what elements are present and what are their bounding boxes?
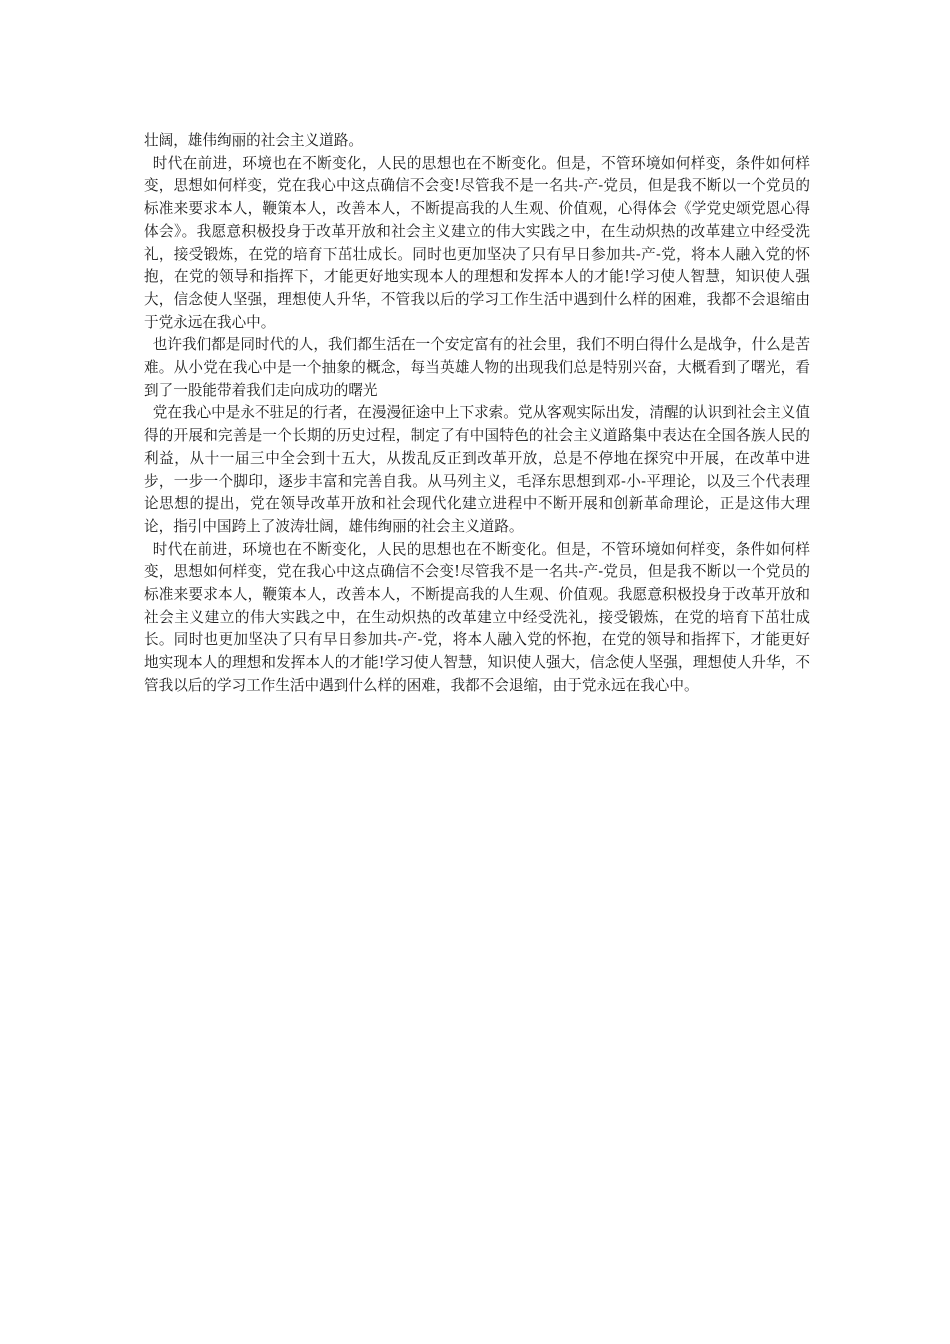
document-body [144,130,810,698]
paragraph-2: 时代在前进，环境也在不断变化，人民的思想也在不断变化。但是，不管环境如何样变，条件如何样变，思想如何样变，党在我心中这点确信不会变!尽管我不是一名共-产-党员，但是我不断以一个党员的标准来要求本人，鞭策本人，改善本人，不断提高我的人生观、价值观，心得体会《学党史颂党恩心得体会》。我愿意积极投身于改革开放和社会主义建立的伟大实践之中，在生动炽热的改革建立中经受洗礼，接受锻炼，在党的培育下茁壮成长。同时也更加坚决了只有早日参加共-产-党，将本人融入党的怀抱，在党的领导和指挥下，才能更好地实现本人的理想和发挥本人的才能!学习使人智慧，知识使人强大，信念使人坚强，理想使人升华，不管我以后的学习工作生活中遇到什么样的困难，我都不会退缩由于党永远在我心中。 [144,154,810,331]
paragraph-3: 也许我们都是同时代的人，我们都生活在一个安定富有的社会里，我们不明白得什么是战争，什么是苦难。从小党在我心中是一个抽象的概念，每当英雄人物的出现我们总是特别兴奋，大概看到了曙光，看到了一股能带着我们走向成功的曙光 [144,336,810,399]
paragraph-1: 壮阔，雄伟绚丽的社会主义道路。 [144,132,363,149]
paragraph-4: 党在我心中是永不驻足的行者，在漫漫征途中上下求索。党从客观实际出发，清醒的认识到社会主义值得的开展和完善是一个长期的历史过程，制定了有中国特色的社会主义道路集中表达在全国各族人民的利益，从十一届三中全会到十五大，从拨乱反正到改革开放，总是不停地在探究中开展，在改革中进步，一步一个脚印，逐步丰富和完善自我。从马列主义，毛泽东思想到邓-小-平理论，以及三个代表理论思想的提出，党在领导改革开放和社会现代化建立进程中不断开展和创新革命理论，正是这伟大理论，指引中国跨上了波涛壮阔，雄伟绚丽的社会主义道路。 [144,404,810,535]
paragraph-5: 时代在前进，环境也在不断变化，人民的思想也在不断变化。但是，不管环境如何样变，条件如何样变，思想如何样变，党在我心中这点确信不会变!尽管我不是一名共-产-党员，但是我不断以一个党员的标准来要求本人，鞭策本人，改善本人，不断提高我的人生观、价值观。我愿意积极投身于改革开放和社会主义建立的伟大实践之中，在生动炽热的改革建立中经受洗礼，接受锻炼，在党的培育下茁壮成长。同时也更加坚决了只有早日参加共-产-党，将本人融入党的怀抱，在党的领导和指挥下，才能更好地实现本人的理想和发挥本人的才能!学习使人智慧，知识使人强大，信念使人坚强，理想使人升华，不管我以后的学习工作生活中遇到什么样的困难，我都不会退缩，由于党永远在我心中。 [144,540,810,694]
